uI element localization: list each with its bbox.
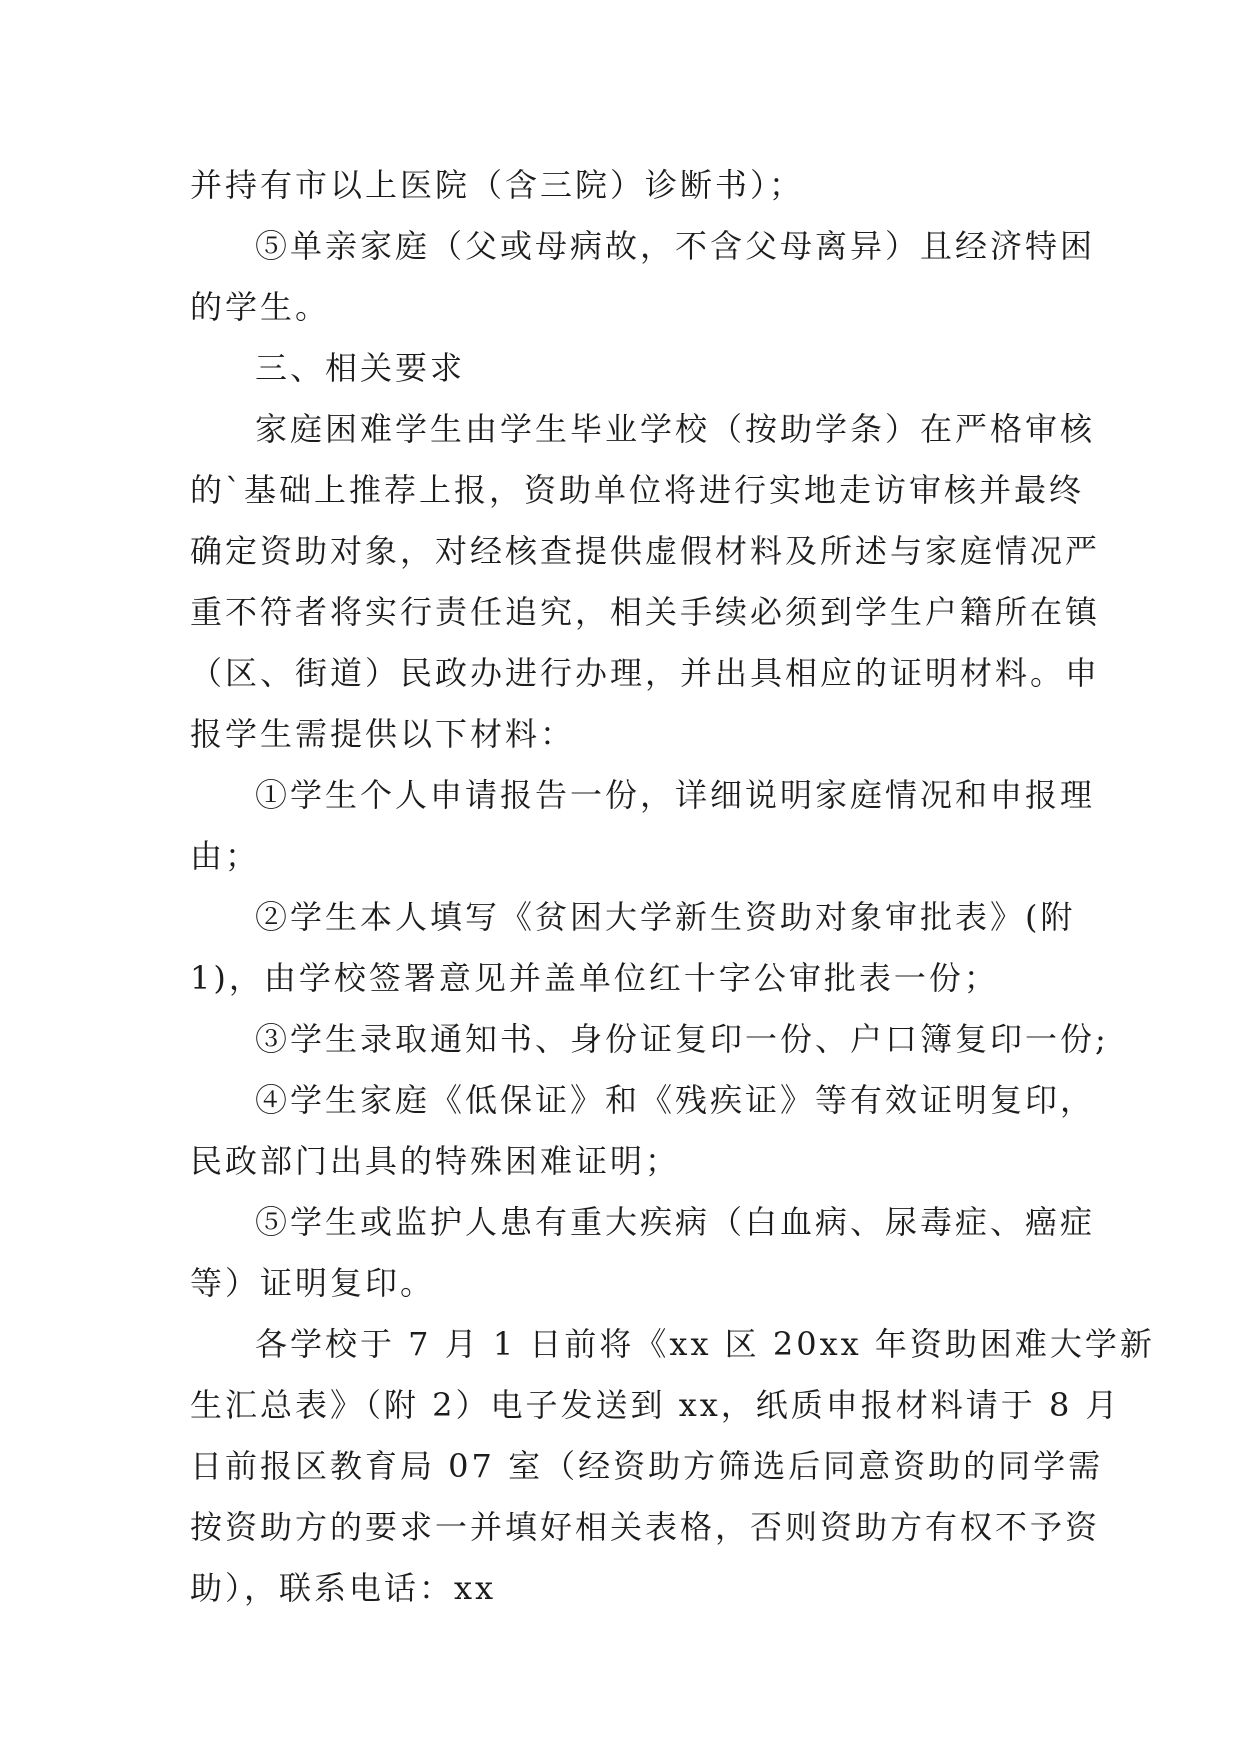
paragraph-line: （区、街道）民政办进行办理，并出具相应的证明材料。申 <box>190 654 1101 692</box>
document-body <box>190 155 1155 1619</box>
paragraph-line: 助），联系电话：xx <box>190 1569 497 1607</box>
paragraph-line: 民政部门出具的特殊困难证明； <box>190 1142 681 1180</box>
paragraph-line: 日前报区教育局 07 室（经资助方筛选后同意资助的同学需 <box>190 1447 1104 1485</box>
paragraph-line: 家庭困难学生由学生毕业学校（按助学条）在严格审核 <box>255 410 1096 448</box>
paragraph-line: ④学生家庭《低保证》和《残疾证》等有效证明复印， <box>255 1081 1096 1119</box>
paragraph-line: 按资助方的要求一并填好相关表格，否则资助方有权不予资 <box>190 1508 1101 1546</box>
paragraph-line: ⑤单亲家庭（父或母病故，不含父母离异）且经济特困 <box>255 227 1096 265</box>
paragraph-line: 各学校于 7 月 1 日前将《xx 区 20xx 年资助困难大学新 <box>255 1325 1155 1363</box>
paragraph-line: 的`基础上推荐上报，资助单位将进行实地走访审核并最终 <box>190 471 1085 509</box>
paragraph-line: ⑤学生或监护人患有重大疾病（白血病、尿毒症、癌症 <box>255 1203 1096 1241</box>
paragraph-line: 确定资助对象，对经核查提供虚假材料及所述与家庭情况严 <box>190 532 1101 570</box>
paragraph-line: 三、相关要求 <box>255 349 466 387</box>
paragraph-line: 生汇总表》（附 2）电子发送到 xx，纸质申报材料请于 8 月 <box>190 1386 1121 1424</box>
paragraph-line: 由； <box>190 837 261 875</box>
paragraph-line: ③学生录取通知书、身份证复印一份、户口簿复印一份; <box>255 1020 1109 1058</box>
paragraph-line: ②学生本人填写《贫困大学新生资助对象审批表》(附 <box>255 898 1076 936</box>
paragraph-line: 的学生。 <box>190 288 331 326</box>
paragraph-line: ①学生个人申请报告一份，详细说明家庭情况和申报理 <box>255 776 1096 814</box>
paragraph-line: 报学生需提供以下材料： <box>190 715 576 753</box>
paragraph-line: 并持有市以上医院（含三院）诊断书）； <box>190 166 805 204</box>
paragraph-line: 等）证明复印。 <box>190 1264 436 1302</box>
paragraph-line: 重不符者将实行责任追究，相关手续必须到学生户籍所在镇 <box>190 593 1101 631</box>
paragraph-line: 1)，由学校签署意见并盖单位红十字公审批表一份； <box>190 959 999 997</box>
